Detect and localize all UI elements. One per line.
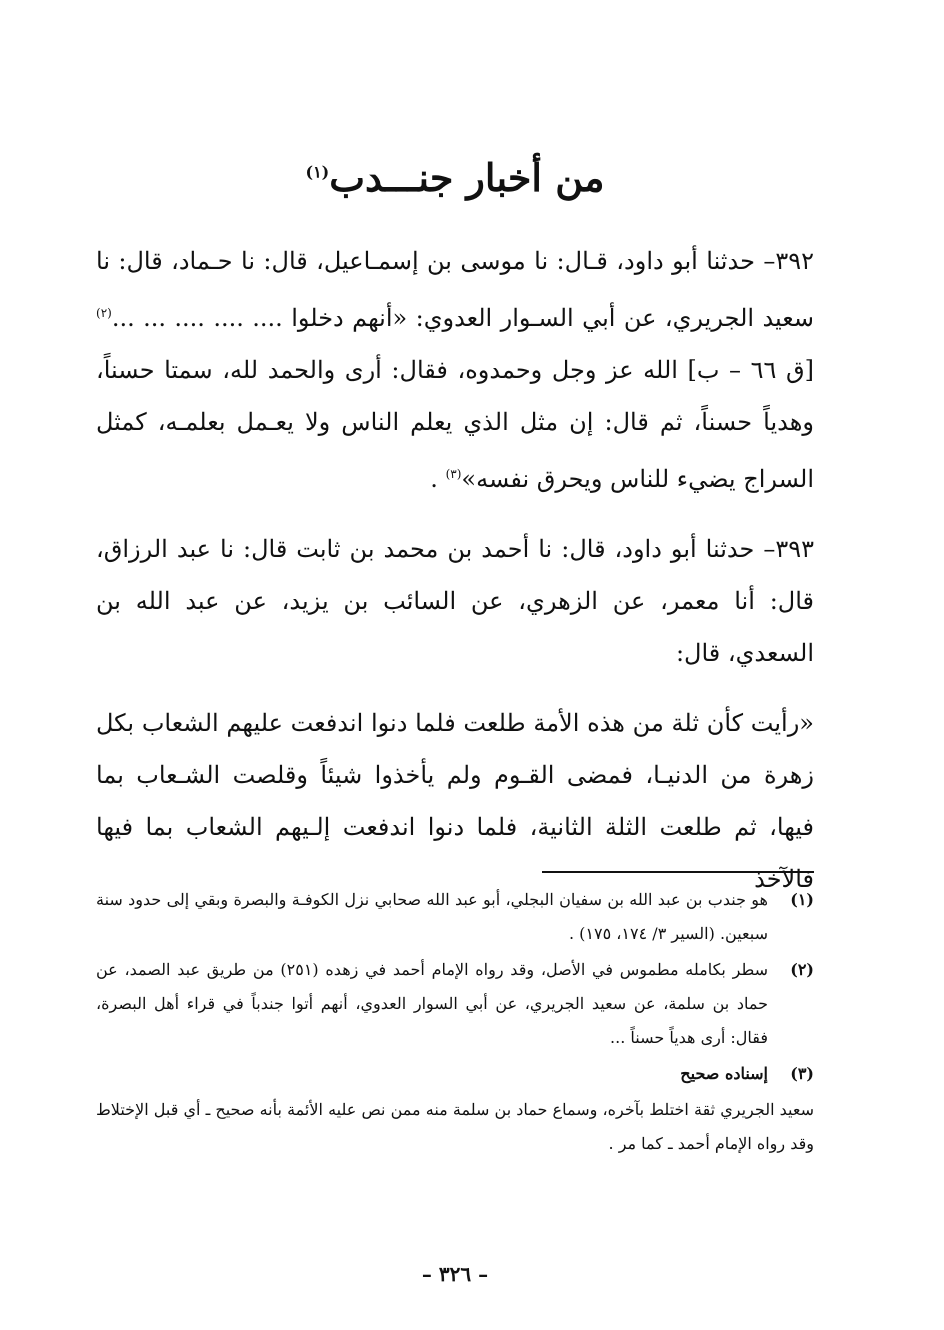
- footnote-3-continuation: سعيد الجريري ثقة اختلط بآخره، وسماع حماد بن سلمة منه ممن نص عليه الأئمة بأنه صحيح ـ أي قبل الإختلاط وقد رواه الإمام أحمد ـ كما مر .: [96, 1100, 814, 1153]
- title-footnote-ref: (١): [305, 162, 330, 182]
- hadith-392-part2: [ق ٦٦ – ب] الله عز وجل وحمدوه، فقال: أرى والحمد لله، سمتا حسناً، وهدياً حسناً، ثم قال: إن مثل الذي يعلم الناس ولا يعـمل بعلمـه، كمثل السراج يضيء للناس ويحرق نفسه»: [96, 356, 814, 493]
- hadith-392-part1: ٣٩٢– حدثنا أبو داود، قـال: نا موسى بن إسمـاعيل، قال: نا حـماد، قال: نا سعيد الجريري، عن أبي السـوار العدوي: «أنهم دخلوا .... .... .... ... ...: [96, 247, 814, 332]
- document-page: [96, 0, 814, 1330]
- main-text: [96, 235, 814, 923]
- page-number: – ٣٢٦ –: [421, 1262, 489, 1286]
- hadith-392: [96, 235, 814, 505]
- footnote-text: سطر بكامله مطموس في الأصل، وقد رواه الإمام أحمد في زهده (٢٥١) من طريق عبد الصمد، عن حماد بن سلمة، عن سعيد الجريري، عن أبي السوار العدوي، أنهم أتوا جندباً في قراء أهل البصرة، فقال: أرى هدياً حسناً ...: [96, 960, 768, 1047]
- hadith-393: ٣٩٣– حدثنا أبو داود، قال: نا أحمد بن محمد بن ثابت قال: نا عبد الرزاق، قال: أنا معمر، عن الزهري، عن السائب بن يزيد، عن عبد الله بن السعدي، قال:: [96, 535, 815, 667]
- footnote-text: إسناده صحيح: [680, 1064, 768, 1083]
- footnote-ref-3: (٣): [445, 467, 462, 481]
- footnote-number: (٢): [790, 960, 814, 979]
- chapter-title: [96, 155, 814, 201]
- footnote-2: [96, 953, 814, 1055]
- footnote-1: [96, 883, 814, 951]
- chapter-title-text: من أخبار جنـــدب: [329, 155, 605, 201]
- footnote-divider: [542, 871, 814, 873]
- footnote-text: هو جندب بن عبد الله بن سفيان البجلي، أبو عبد الله صحابي نزل الكوفـة والبصرة وبقي إلى حدود سنة سبعين. (السير ٣/ ١٧٤، ١٧٥) .: [96, 890, 768, 943]
- footnote-3: [96, 1057, 814, 1091]
- footnotes: [96, 883, 814, 1161]
- hadith-393-quote: «رأيت كأن ثلة من هذه الأمة طلعت فلما دنوا اندفعت عليهم الشعاب بكل زهرة من الدنيـا، فمضى القـوم ولم يأخذوا شيئاً وقلصت الشـعاب بما فيها، ثم طلعت الثلة الثانية، فلما دنوا اندفعت إلـيهم الشعاب بما فيها فالآخذ: [96, 709, 814, 893]
- footnote-number: (٣): [790, 1064, 814, 1083]
- hadith-392-part3: .: [430, 465, 446, 493]
- footnote-number: (١): [790, 890, 814, 909]
- footnote-ref-2: (٢): [96, 306, 112, 320]
